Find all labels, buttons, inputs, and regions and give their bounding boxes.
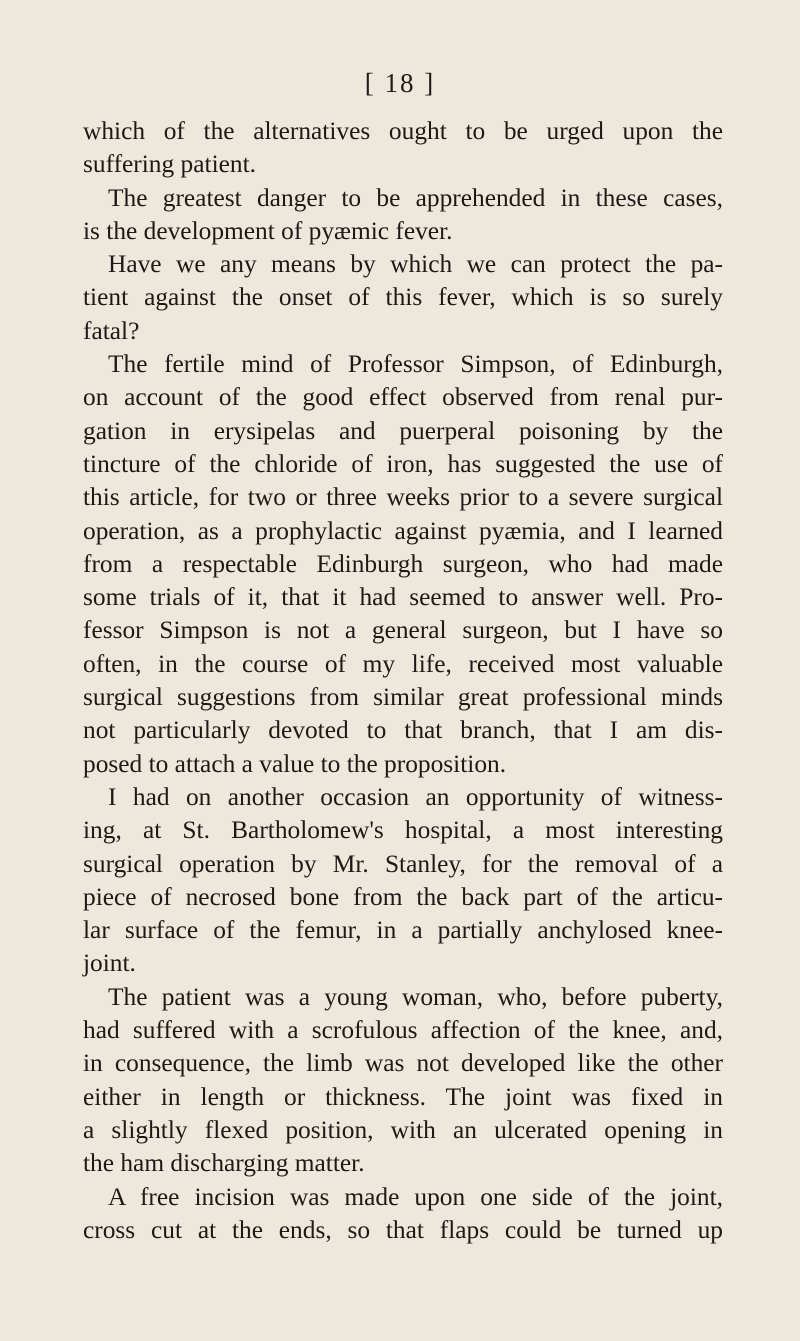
text-line: either in length or thickness. The joint was fixed in [83,1082,723,1111]
text-line: surgical suggestions from similar great professional minds [83,683,723,712]
text-line: The greatest danger to be apprehended in these cases, [108,183,723,212]
text-line: the ham discharging matter. [83,1149,365,1178]
text-line: gation in erysipelas and puerperal poisoning by the [83,416,723,445]
text-line: surgical operation by Mr. Stanley, for the removal of a [83,849,723,878]
text-line: this article, for two or three weeks prior to a severe surgical [83,483,723,512]
text-line: from a respectable Edinburgh surgeon, who had made [83,549,723,578]
text-line: The fertile mind of Professor Simpson, of Edinburgh, [108,350,723,379]
text-line: fatal? [83,316,140,345]
text-line: in consequence, the limb was not developed like the other [83,1049,723,1078]
text-line: ing, at St. Bartholomew's hospital, a most interesting [83,816,723,845]
text-line: A free incision was made upon one side of the joint, [108,1182,723,1211]
text-line: a slightly flexed position, with an ulcerated opening in [83,1115,723,1144]
text-line: The patient was a young woman, who, before puberty, [108,982,723,1011]
text-line: often, in the course of my life, received most valuable [83,649,723,678]
text-line: Have we any means by which we can protect the pa- [108,250,723,279]
text-line: joint. [83,949,136,978]
body-text [83,115,723,1247]
text-line: some trials of it, that it had seemed to answer well. Pro- [83,583,723,612]
text-line: not particularly devoted to that branch, that I am dis- [83,716,723,745]
text-line: is the development of pyæmic fever. [83,216,453,245]
text-line: suffering patient. [83,150,256,179]
page-number: [ 18 ] [364,68,436,98]
text-line: which of the alternatives ought to be urged upon the [83,117,723,145]
text-line: fessor Simpson is not a general surgeon, but I have so [83,616,723,645]
text-line: lar surface of the femur, in a partially anchylosed knee- [83,916,723,945]
text-line: tincture of the chloride of iron, has suggested the use of [83,449,723,478]
text-line: on account of the good effect observed from renal pur- [83,383,723,412]
text-line: had suffered with a scrofulous affection of the knee, and, [83,1016,723,1045]
text-line: operation, as a prophylactic against pyæmia, and I learned [83,516,723,545]
text-line: piece of necrosed bone from the back part of the articu- [83,882,723,911]
text-line: posed to attach a value to the proposition. [83,749,507,778]
text-line: cross cut at the ends, so that flaps could be turned up [83,1215,723,1244]
text-line: I had on another occasion an opportunity of witness- [108,782,723,811]
text-line: tient against the onset of this fever, which is so surely [83,283,723,312]
